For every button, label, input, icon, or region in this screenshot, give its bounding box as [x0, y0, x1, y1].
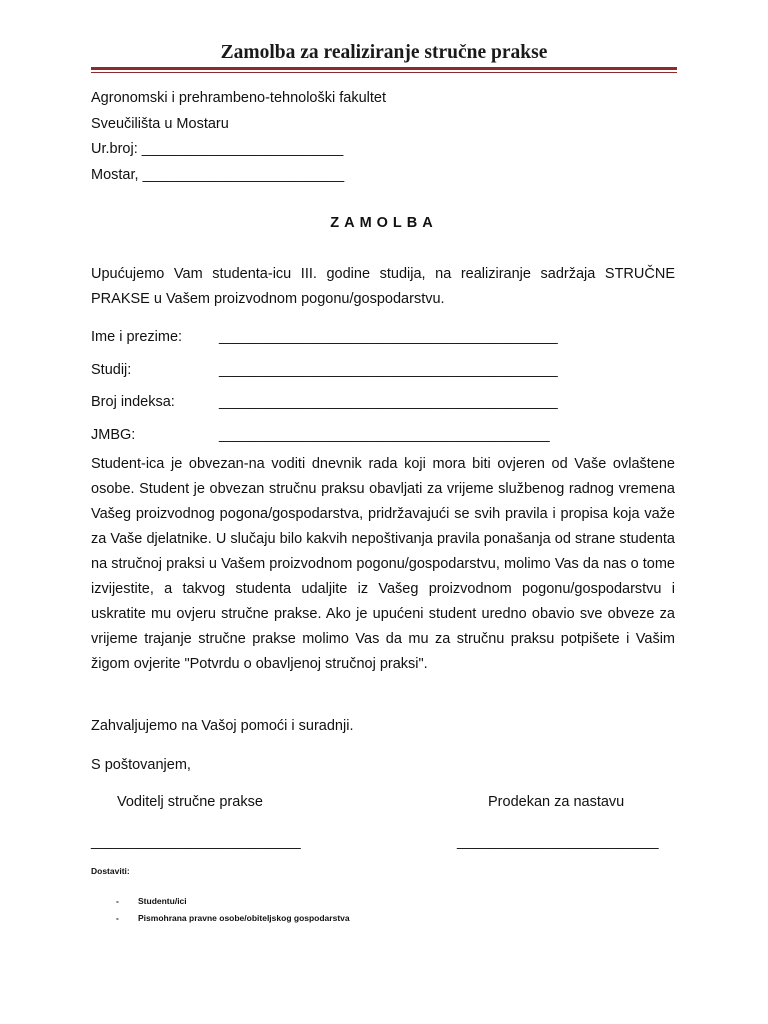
field-label-jmbg: JMBG: [91, 427, 136, 443]
signature-line-vice-dean: _________________________ [457, 834, 659, 850]
field-line-index: __________________________________________ [219, 394, 558, 410]
field-label-study: Studij: [91, 362, 132, 378]
header-rule-thick [91, 67, 677, 70]
signature-title-vice-dean: Prodekan za nastavu [488, 794, 625, 810]
regards-line: S poštovanjem, [91, 757, 191, 773]
reference-number-line: Ur.broj: _________________________ [91, 141, 344, 157]
list-bullet: - [116, 913, 119, 923]
thanks-line: Zahvaljujemo na Vašoj pomoći i suradnji. [91, 718, 354, 734]
list-item: Studentu/ici [138, 896, 187, 906]
signature-title-supervisor: Voditelj stručne prakse [117, 794, 263, 810]
page-title: Zamolba za realiziranje stručne prakse [220, 42, 548, 63]
field-label-index: Broj indeksa: [91, 394, 175, 410]
list-item: Pismohrana pravne osobe/obiteljskog gospodarstva [138, 913, 350, 923]
field-label-name: Ime i prezime: [91, 329, 183, 345]
list-bullet: - [116, 896, 119, 906]
document-heading: ZAMOLBA [330, 215, 438, 231]
header-rule-thin [91, 72, 677, 73]
faculty-name: Agronomski i prehrambeno-tehnološki fakultet [91, 90, 386, 106]
intro-paragraph: Upućujemo Vam studenta-icu III. godine studija, na realiziranje sadržaja STRUČNE PRAKSE u Vašem proizvodnom pogonu/gospodarstvu. [91, 266, 675, 307]
signature-line-supervisor: __________________________ [91, 834, 301, 850]
university-name: Sveučilišta u Mostaru [91, 116, 229, 132]
field-line-study: __________________________________________ [219, 362, 558, 378]
field-line-jmbg: _________________________________________ [219, 427, 550, 443]
distribution-label: Dostaviti: [91, 866, 130, 876]
field-line-name: __________________________________________ [219, 329, 558, 345]
body-paragraph: Student-ica je obvezan-na voditi dnevnik rada koji mora biti ovjeren od Vaše ovlaštene osobe. Student je obvezan stručnu praksu obavljati za vrijeme službenog radnog vremena Vašeg proizvodnog pogona/gospodarstva, pridržavajući se svih pravila i propisa koja važe za Vaše djelatnike. U slučaju bilo kakvih nepoštivanja pravila ponašanja od strane studenta na stručnoj praksi u Vašem proizvodnom pogonu/gospodarstvu, molimo Vas da nas o tome izvijestite, a takvog studenta udaljite iz Vašeg proizvodnom pogonu/gospodarstvu i uskratite mu ovjeru stručne prakse. Ako je upućeni student uredno obavio sve obveze za vrijeme trajanje stručne prakse molimo Vas da mu za stručnu praksu potpišete i Vašim žigom ovjerite "Potvrdu o obavljenoj stručnoj praksi". [91, 456, 675, 672]
place-date-line: Mostar, _________________________ [91, 167, 345, 183]
